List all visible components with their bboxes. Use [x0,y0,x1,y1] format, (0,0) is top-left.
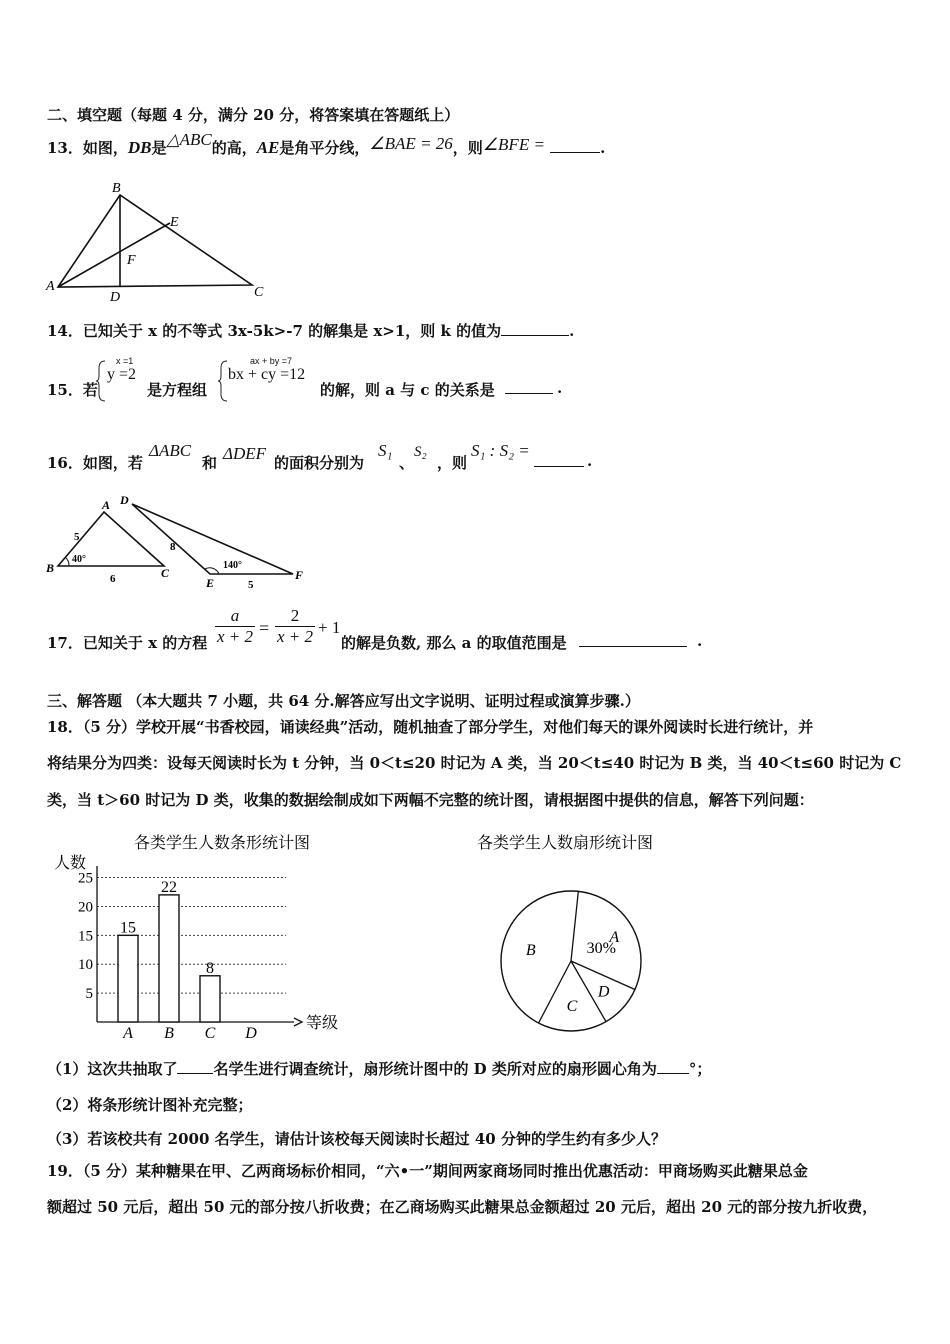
q15-prefix: 15．若 [47,381,98,399]
q16-triangle-1: ΔABC [149,441,192,460]
q16-ratio: S₁ : S₂ = [471,441,530,460]
q15-mid: 是方程组 [147,381,208,399]
bar-chart-ytick: 20 [78,899,93,916]
q14-end: . [569,322,575,340]
q17-frac2-den: x + 2 [276,627,314,646]
q18-sub1-b: 名学生进行调查统计，扇形统计图中的 D 类所对应的扇形圆心角为 [213,1060,657,1078]
q16-prefix: 16．如图，若 [47,454,143,472]
q13-end: . [600,139,606,157]
q17-frac2-num: 2 [290,606,300,625]
q18-sub1-c: °； [688,1060,712,1078]
pie-chart-title: 各类学生人数扇形统计图 [476,835,654,852]
q13-triangle: △ABC [166,130,212,149]
bar-category-label-A: A [123,1025,133,1042]
q13-ae: AE [256,138,280,157]
pie-slice-label-C: C [566,997,578,1015]
q15-end: . [557,379,563,397]
bar-C [200,976,220,1022]
section2-title: 二、填空题（每题 4 分，满分 20 分，将答案填在答题纸上） [47,106,460,124]
q19-line-1: 19．（5 分）某种糖果在甲、乙两商场标价相同，“六•一”期间两家商场同时推出优惠活动：甲商场购买此糖果总金 [47,1162,808,1180]
q13-then: ，则 [452,139,483,157]
q18-line-3: 类，当 t＞60 时记为 D 类，收集的数据绘制成如下两幅不完整的统计图，请根据图中提供的信息，解答下列问题： [47,791,814,809]
q15-brace-1 [95,360,107,402]
bar-chart-ytick: 15 [78,928,93,945]
bar-category-label-D: D [245,1025,257,1042]
fig13-label-C: C [254,285,264,300]
fig16-side-de: 8 [170,541,176,553]
q16-sep: 、 [399,454,415,472]
q18-line-2: 将结果分为四类：设每天阅读时长为 t 分钟，当 0＜t≤20 时记为 A 类，当 20＜t≤40 时记为 B 类，当 40＜t≤60 时记为 C [47,754,902,772]
pie-slice-label-B: B [525,941,536,959]
bar-B [159,895,179,1022]
bar-chart-ytick: 5 [85,986,93,1003]
q15-answer-blank [505,379,553,394]
bar-value-label-C: 8 [206,959,214,977]
q17-suffix: 的解是负数, 那么 a 的取值范围是 [341,634,567,652]
q18-sub1-a: （1）这次共抽取了 [47,1060,178,1078]
fig13-label-D: D [110,290,121,305]
q13-db: DB [127,138,152,157]
bar-chart [44,828,364,1043]
q17-prefix: 17．已知关于 x 的方程 [47,634,208,652]
q17-answer-blank [579,632,687,647]
q18-sub-2: （2）将条形统计图补充完整； [47,1096,253,1114]
bar-chart-title: 各类学生人数条形统计图 [133,835,311,852]
pie-annotation-percent: 30% [586,940,616,957]
fig13-label-A: A [46,279,55,294]
q15-solution-y: y =2 [107,366,137,383]
q17-frac1-num: a [230,606,240,625]
fig13-label-E: E [170,215,179,230]
fig16-side-bc: 6 [110,573,116,585]
q13-ask: ∠BFE = [482,135,545,154]
q14-text: 14．已知关于 x 的不等式 3x-5k>-7 的解集是 x>1，则 k 的值为 [47,322,502,340]
pie-slice-label-D: D [597,983,610,1001]
q18-sub1-blank-1 [177,1059,213,1074]
q16-s1: S₁ [378,441,393,460]
q16-answer-blank [534,452,584,467]
bar-chart-ylabel: 人数 [54,855,87,872]
q17-fraction-1 [215,606,255,647]
q13-bisector: 是角平分线， [279,139,370,157]
q16-triangle-2: ΔDEF [223,444,267,463]
fig16-label-D: D [120,493,129,507]
q14-answer-blank [501,321,569,336]
bar-chart-ytick: 10 [78,957,93,974]
section3-title: 三、解答题 （本大题共 7 小题，共 64 分.解答应写出文字说明、证明过程或演算步骤.） [47,692,640,710]
q13-angle: ∠BAE = 26 [369,134,453,153]
q18-sub1-blank-2 [657,1059,689,1074]
q15-suffix: 的解，则 a 与 c 的关系是 [320,381,495,399]
bar-chart-x-arrow [294,1018,302,1026]
q13-is: 是 [151,139,167,157]
figure-16 [40,492,320,592]
fig16-side-ef: 5 [248,579,254,591]
q16-s2: S₂ [414,444,427,460]
q13-num: 13．如图， [47,139,128,157]
bar-category-label-C: C [204,1025,216,1042]
fig16-label-F: F [295,568,304,582]
q17-fraction-2 [275,606,315,647]
q18-sub-1 [47,1058,711,1079]
q19-line-2: 额超过 50 元后，超出 50 元的部分按八折收费；在乙商场购买此糖果总金额超过 20 元后，超出 20 元的部分按九折收费， [47,1198,878,1216]
fig16-label-E: E [206,576,215,590]
q16-end: . [587,452,593,470]
q16-and: 和 [202,454,218,472]
bar-A [118,935,138,1022]
q18-sub-3: （3）若该校共有 2000 名学生，请估计该校每天阅读时长超过 40 分钟的学生约有多少人？ [47,1130,666,1148]
fig13-label-B: B [112,181,121,196]
figure-13 [40,176,280,306]
pie-chart [450,828,700,1043]
fig16-side-ab: 5 [74,531,80,543]
question-14 [47,320,574,341]
bar-category-label-B: B [164,1025,174,1042]
pie-slice-label-A: A [609,929,620,946]
q15-system-eq2: bx + cy =12 [228,366,306,383]
fig16-label-B: B [46,561,55,575]
fig16-label-A: A [102,498,111,512]
q18-line-1: 18．（5 分）学校开展“书香校园，诵读经典”活动，随机抽查了部分学生，对他们每天的课外阅读时长进行统计，并 [47,718,814,736]
q17-eq: = [259,618,270,638]
question-13 [47,130,606,158]
bar-chart-ytick: 25 [78,870,93,887]
q17-frac1-den: x + 2 [216,627,254,646]
q16-then: ，则 [437,454,468,472]
q13-answer-blank [550,138,600,153]
q15-solution-x: x =1 [116,356,134,366]
fig13-label-F: F [127,253,136,268]
q15-system-eq1: ax + by =7 [250,356,293,366]
fig16-angle-b: 40° [72,554,86,565]
fig16-label-C: C [161,566,170,580]
fig16-angle-e: 140° [223,560,242,571]
q13-height: 的高， [211,139,257,157]
q17-plus: + 1 [318,618,341,637]
bar-value-label-B: 22 [161,878,177,896]
bar-chart-xlabel: 等级 [306,1015,339,1032]
q16-area: 的面积分别为 [274,454,365,472]
q17-end: . [697,632,703,650]
bar-value-label-A: 15 [120,919,136,937]
